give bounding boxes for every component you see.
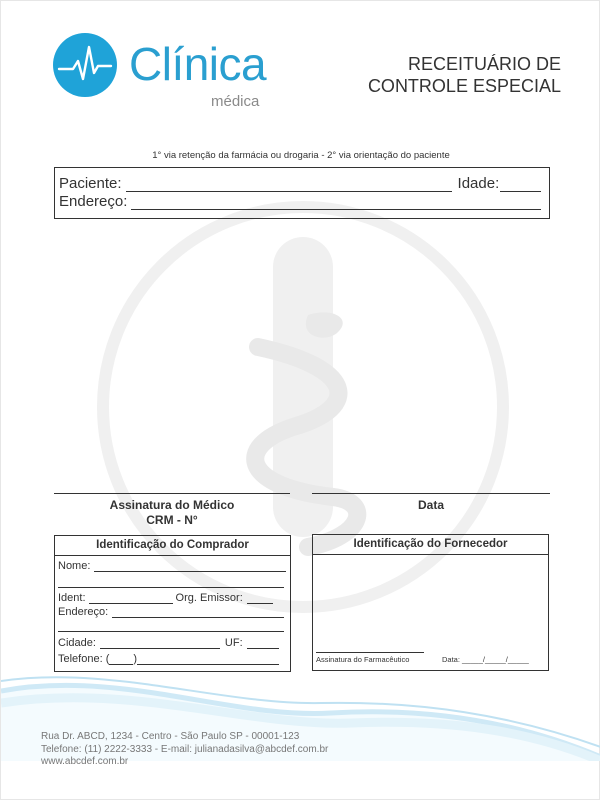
brand-subtitle: médica (211, 93, 260, 110)
buyer-ident-label: Ident: (58, 592, 86, 604)
date-label: Data (417, 498, 444, 512)
age-field[interactable] (500, 177, 541, 192)
buyer-name-line-2[interactable] (58, 587, 284, 588)
footer-phone-email: Telefone: (11) 2222-3333 - E-mail: julianadasilva@abcdef.com.br (41, 743, 329, 755)
footer-address: Rua Dr. ABCD, 1234 - Centro - São Paulo SP - 00001-123 (41, 731, 300, 742)
footer-contact (41, 731, 328, 769)
supplier-date-label[interactable]: Data: _____/_____/_____ (442, 655, 529, 664)
buyer-org-label: Org. Emissor: (175, 592, 243, 604)
buyer-name-label: Nome: (58, 560, 91, 572)
patient-label: Paciente: (59, 175, 122, 192)
heartbeat-icon (53, 33, 117, 97)
footer-website[interactable]: www.abcdef.com.br (41, 756, 129, 767)
buyer-uf-label: UF: (224, 637, 243, 649)
buyer-address-line-2[interactable] (58, 631, 284, 632)
buyer-city-label: Cidade: (58, 637, 96, 649)
doctor-signature-title: Assinatura do Médico (109, 498, 235, 512)
age-label: Idade: (457, 175, 500, 192)
pharmacist-signature-line[interactable] (316, 652, 424, 653)
patient-box (54, 167, 550, 219)
supplier-box (312, 534, 549, 671)
buyer-name-field[interactable] (94, 561, 286, 572)
clinic-logo (53, 31, 283, 116)
buyer-org-field[interactable] (247, 593, 273, 604)
brand-name: Clínica (129, 38, 267, 90)
doctor-crm-label: CRM - N° (146, 513, 198, 527)
title-line-1: RECEITUÁRIO DE (407, 54, 561, 74)
buyer-phone-close: ) (133, 653, 138, 665)
patient-field[interactable] (126, 177, 452, 192)
buyer-heading: Identificação do Comprador (55, 536, 290, 556)
via-note: 1° via retenção da farmácia ou drogaria - 2° via orientação do paciente (152, 150, 450, 161)
buyer-phone-label: Telefone: ( (58, 653, 110, 665)
document-title (341, 53, 561, 97)
buyer-city-field[interactable] (100, 638, 220, 649)
buyer-ident-field[interactable] (89, 593, 173, 604)
doctor-signature-label (54, 498, 290, 528)
doctor-signature-line[interactable] (54, 493, 290, 494)
address-label: Endereço: (59, 193, 128, 210)
buyer-address-label: Endereço: (58, 606, 109, 618)
buyer-address-field[interactable] (112, 607, 284, 618)
buyer-uf-field[interactable] (247, 638, 279, 649)
pharmacist-signature-label: Assinatura do Farmacêutico (316, 655, 410, 664)
address-field[interactable] (131, 195, 541, 210)
buyer-box (54, 535, 291, 672)
supplier-heading: Identificação do Fornecedor (313, 535, 548, 555)
title-line-2: CONTROLE ESPECIAL (367, 76, 561, 96)
date-line[interactable] (312, 493, 550, 494)
